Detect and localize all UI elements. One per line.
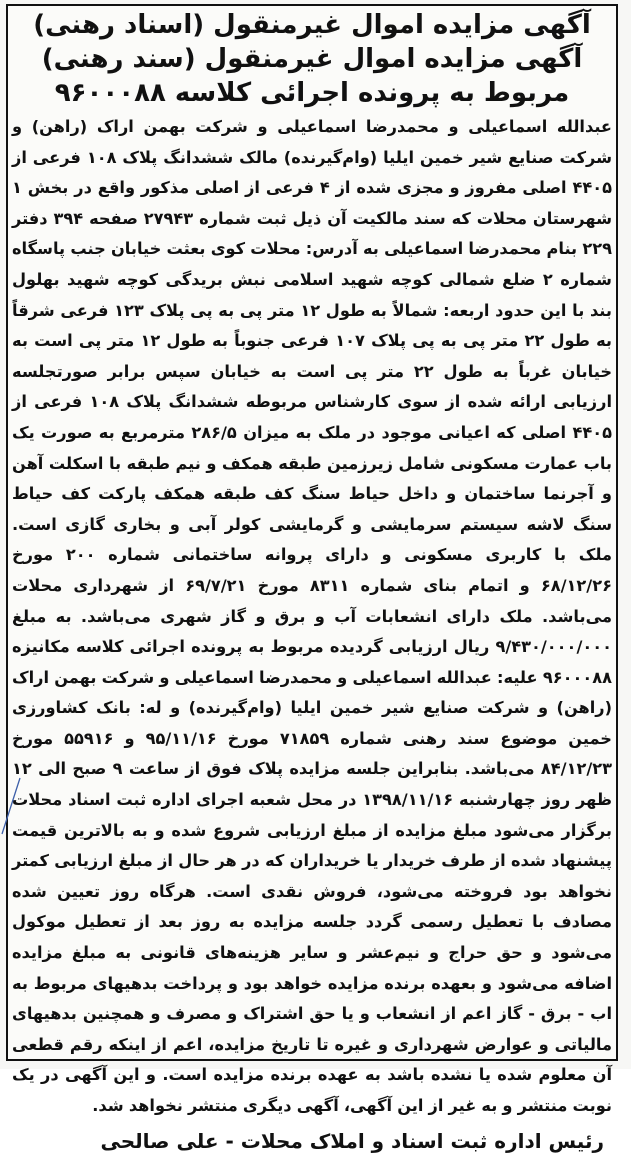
notice-signature: رئیس اداره ثبت اسناد و املاک محلات - علی صالحی <box>100 1128 604 1153</box>
notice-title-line-1: آگهی مزایده اموال غیرمنقول (اسناد رهنی) <box>33 10 591 40</box>
notice-body: عبدالله اسماعیلی و محمدرضا اسماعیلی و شرکت بهمن اراک (راهن) و شرکت صنایع شیر خمین ایلیا (وام‌گیرنده) مالک ششدانگ پلاک ۱۰۸ فرعی از ۴۴۰۵ اصلی مفروز و مجزی شده از ۴ فرعی از اصلی مذکور واقع در بخش ۱ شهرستان محلات که سند مالکیت آن ذیل ثبت شماره ۲۷۹۴۳ صفحه ۳۹۴ دفتر ۲۲۹ بنام محمدرضا اسماعیلی به آدرس: محلات کوی بعثت خیابان جنب پاسگاه شماره ۲ ضلع شمالی کوچه شهید اسلامی نبش بریدگی کوچه شهید بهلول بند با این حدود اربعه: شمالاً به طول ۱۲ متر پی به پی پلاک ۱۲۳ فرعی شرقاً به طول ۲۲ متر پی به پی پلاک ۱۰۷ فرعی جنوباً به طول ۱۲ متر پی است به خیابان غرباً به طول ۲۲ متر پی است به خیابان سپس برابر صورتجلسه ارزیابی ارائه شده از سوی کارشناس مربوطه ششدانگ پلاک ۱۰۸ فرعی از ۴۴۰۵ اصلی که اعیانی موجود در ملک به میزان ۲۸۶/۵ مترمربع به صورت یک باب عمارت مسکونی شامل زیرزمین طبقه همکف و نیم طبقه با اسکلت آهن و آجرنما ساختمان و داخل حیاط سنگ کف طبقه همکف پارکت کف حیاط سنگ لاشه سیستم سرمایشی و گرمایشی کولر آبی و بخاری گازی است. ملک با کاربری مسکونی و دارای پروانه ساختمانی شماره ۲۰۰ مورخ ۶۸/۱۲/۲۶ و اتمام بنای شماره ۸۳۱۱ مورخ ۶۹/۷/۲۱ از شهرداری محلات می‌باشد. ملک دارای انشعابات آب و برق و گاز شهری می‌باشد. به مبلغ ۹/۴۳۰/۰۰۰/۰۰۰ ریال ارزیابی گردیده مربوط به پرونده اجرائی کلاسه مکانیزه ۹۶۰۰۰۸۸ علیه: عبدالله اسماعیلی و محمدرضا اسماعیلی و شرکت بهمن اراک (راهن) و شرکت صنایع شیر خمین ایلیا (وام‌گیرنده) و له: بانک کشاورزی خمین موضوع سند رهنی شماره ۷۱۸۵۹ مورخ ۹۵/۱۱/۱۶ و ۵۵۹۱۶ مورخ ۸۴/۱۲/۲۳ می‌باشد. بنابراین جلسه مزایده پلاک فوق از ساعت ۹ صبح الی ۱۲ ظهر روز چهارشنبه ۱۳۹۸/۱۱/۱۶ در محل شعبه اجرای اداره ثبت اسناد محلات برگزار می‌شود مبلغ مزایده از مبلغ ارزیابی شروع شده و به بالاترین قیمت پیشنهاد شده از طرف خریدار یا خریداران که در هر حال از مبلغ ارزیابی کمتر نخواهد بود فروخته می‌شود، فروش نقدی است. هرگاه روز تعیین شده مصادف با تعطیل رسمی گردد جلسه مزایده به روز بعد از تعطیل موکول می‌شود و حق حراج و نیم‌عشر و سایر هزینه‌های قانونی به مبلغ مزایده اضافه می‌شود و بعهده برنده مزایده خواهد بود و پرداخت بدهیهای مربوط به اب - برق - گاز اعم از انشعاب و یا حق اشتراک و مصرف و همچنین بدهیهای مالیاتی و عوارض شهرداری و غیره تا تاریخ مزایده، اعم از اینکه رقم قطعی آن معلوم شده یا نشده باشد به عهده برنده مزایده است. و این آگهی در یک نوبت منتشر و به غیر از این آگهی، آگهی دیگری منتشر نخواهد شد. <box>12 117 613 1115</box>
notice-title-line-3: مربوط به پرونده اجرائی کلاسه ۹۶۰۰۰۸۸ <box>54 78 570 108</box>
notice-content <box>12 8 612 1156</box>
pen-mark-line <box>0 776 22 836</box>
notice-title-line-2: آگهی مزایده اموال غیرمنقول (سند رهنی) <box>41 44 583 74</box>
